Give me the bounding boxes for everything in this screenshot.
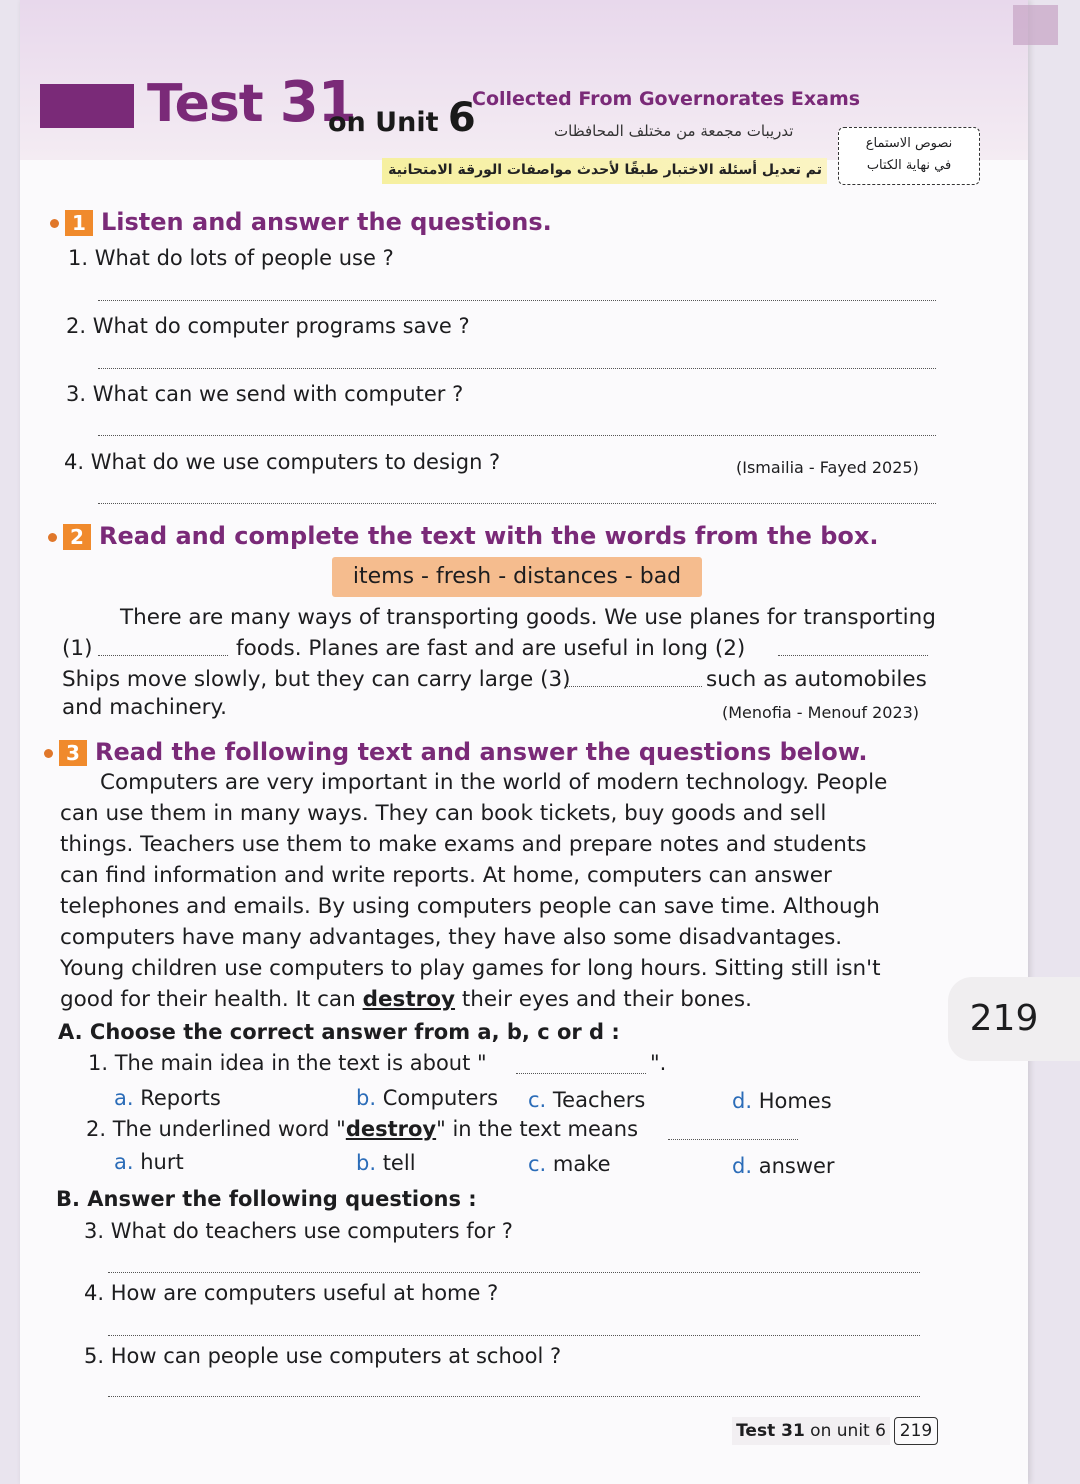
option-1c[interactable]: c. Teachers bbox=[528, 1088, 646, 1112]
option-2b[interactable]: b. tell bbox=[356, 1151, 416, 1175]
part-b-title: B. Answer the following questions : bbox=[56, 1187, 477, 1211]
passage-line-last: good for their health. It can destroy their eyes and their bones. bbox=[60, 987, 752, 1012]
passage-line: things. Teachers use them to make exams and prepare notes and students bbox=[60, 832, 867, 857]
corner-decoration bbox=[1013, 5, 1058, 45]
underlined-word: destroy bbox=[345, 1117, 437, 1141]
passage-line: can use them in many ways. They can book tickets, buy goods and sell bbox=[60, 801, 827, 826]
source-citation: (Ismailia - Fayed 2025) bbox=[736, 458, 919, 477]
side-page-number-tab: 219 bbox=[948, 977, 1080, 1061]
arabic-subtitle: تدريبات مجمعة من مختلف المحافظات bbox=[554, 122, 794, 140]
mcq-1-end: ". bbox=[650, 1051, 667, 1075]
passage-line: can find information and write reports. At home, computers can answer bbox=[60, 863, 832, 888]
word-box-text: items - fresh - distances - bad bbox=[352, 564, 682, 589]
answer-line[interactable] bbox=[98, 503, 936, 504]
blank-mcq-2[interactable] bbox=[668, 1139, 798, 1140]
test-unit-label: on Unit 6 bbox=[328, 95, 476, 141]
s2-line-2b: foods. Planes are fast and are useful in long (2) bbox=[236, 636, 746, 661]
answer-line[interactable] bbox=[108, 1335, 920, 1336]
word-box bbox=[332, 557, 702, 597]
s2-line-2: (1) bbox=[62, 636, 93, 661]
section2-heading bbox=[48, 522, 878, 550]
s2-line-3b: such as automobiles bbox=[706, 667, 927, 692]
option-1b[interactable]: b. Computers bbox=[356, 1086, 499, 1110]
option-1d[interactable]: d. Homes bbox=[732, 1089, 832, 1113]
section3-number: 3 bbox=[59, 740, 87, 766]
passage-line: Young children use computers to play games for long hours. Sitting still isn't bbox=[60, 956, 881, 981]
blank-2[interactable] bbox=[778, 655, 928, 656]
section1-heading bbox=[50, 208, 552, 236]
section2-title: Read and complete the text with the words from the box. bbox=[99, 522, 879, 550]
s2-line-4: and machinery. bbox=[62, 695, 228, 720]
listening-box-line1: نصوص الاستماع bbox=[865, 136, 953, 151]
section1-title: Listen and answer the questions. bbox=[101, 208, 552, 236]
s1-question-4: 4. What do we use computers to design ? bbox=[64, 450, 501, 474]
answer-line[interactable] bbox=[98, 435, 936, 436]
mcq-1: 1. The main idea in the text is about " bbox=[88, 1051, 487, 1075]
answer-line[interactable] bbox=[108, 1396, 920, 1397]
blank-mcq-1[interactable] bbox=[516, 1073, 646, 1074]
s3-question-3: 3. What do teachers use computers for ? bbox=[84, 1219, 513, 1243]
s1-question-2: 2. What do computer programs save ? bbox=[66, 314, 470, 338]
blank-1[interactable] bbox=[98, 655, 228, 656]
mcq-2: 2. The underlined word "destroy" in the text means bbox=[86, 1117, 639, 1141]
footer-page-number: 219 bbox=[894, 1417, 938, 1445]
source-citation: (Menofia - Menouf 2023) bbox=[722, 703, 920, 722]
option-2a[interactable]: a. hurt bbox=[114, 1150, 184, 1174]
s2-line-3a: Ships move slowly, but they can carry large (3) bbox=[62, 667, 571, 692]
listening-box-line2: في نهاية الكتاب bbox=[866, 158, 952, 173]
collected-from-label: Collected From Governorates Exams bbox=[472, 88, 861, 110]
section1-number: 1 bbox=[65, 210, 93, 236]
bullet-icon bbox=[44, 749, 53, 758]
answer-line[interactable] bbox=[108, 1272, 920, 1273]
answer-line[interactable] bbox=[98, 368, 936, 369]
header-accent-bar bbox=[40, 84, 134, 128]
answer-line[interactable] bbox=[98, 300, 936, 301]
passage-line: computers have many advantages, they have also some disadvantages. bbox=[60, 925, 843, 950]
s3-question-5: 5. How can people use computers at school ? bbox=[84, 1344, 562, 1368]
underlined-word: destroy bbox=[362, 987, 456, 1012]
passage-line: telephones and emails. By using computers people can save time. Although bbox=[60, 894, 880, 919]
arabic-note: تم تعديل أسئلة الاختبار طبقًا لأحدث مواصفات الورقة الامتحانية bbox=[388, 162, 822, 178]
s1-question-3: 3. What can we send with computer ? bbox=[66, 382, 464, 406]
textbook-page bbox=[20, 0, 1028, 1484]
blank-3[interactable] bbox=[566, 686, 702, 687]
s2-line-1: There are many ways of transporting goods. We use planes for transporting bbox=[120, 605, 936, 630]
option-2c[interactable]: c. make bbox=[528, 1152, 611, 1176]
bullet-icon bbox=[50, 219, 59, 228]
footer-label: Test 31 on unit 6 bbox=[732, 1417, 890, 1445]
option-1a[interactable]: a. Reports bbox=[114, 1086, 221, 1110]
s1-question-1: 1. What do lots of people use ? bbox=[68, 246, 394, 270]
test-title: Test 31 bbox=[147, 70, 356, 135]
s3-question-4: 4. How are computers useful at home ? bbox=[84, 1281, 499, 1305]
option-2d[interactable]: d. answer bbox=[732, 1154, 835, 1178]
section3-title: Read the following text and answer the questions below. bbox=[95, 738, 868, 766]
section3-heading bbox=[44, 738, 868, 766]
part-a-title: A. Choose the correct answer from a, b, c or d : bbox=[58, 1020, 620, 1044]
listening-scripts-box bbox=[838, 127, 980, 185]
bullet-icon bbox=[48, 533, 57, 542]
section2-number: 2 bbox=[63, 524, 91, 550]
passage-line: Computers are very important in the world of modern technology. People bbox=[100, 770, 888, 795]
